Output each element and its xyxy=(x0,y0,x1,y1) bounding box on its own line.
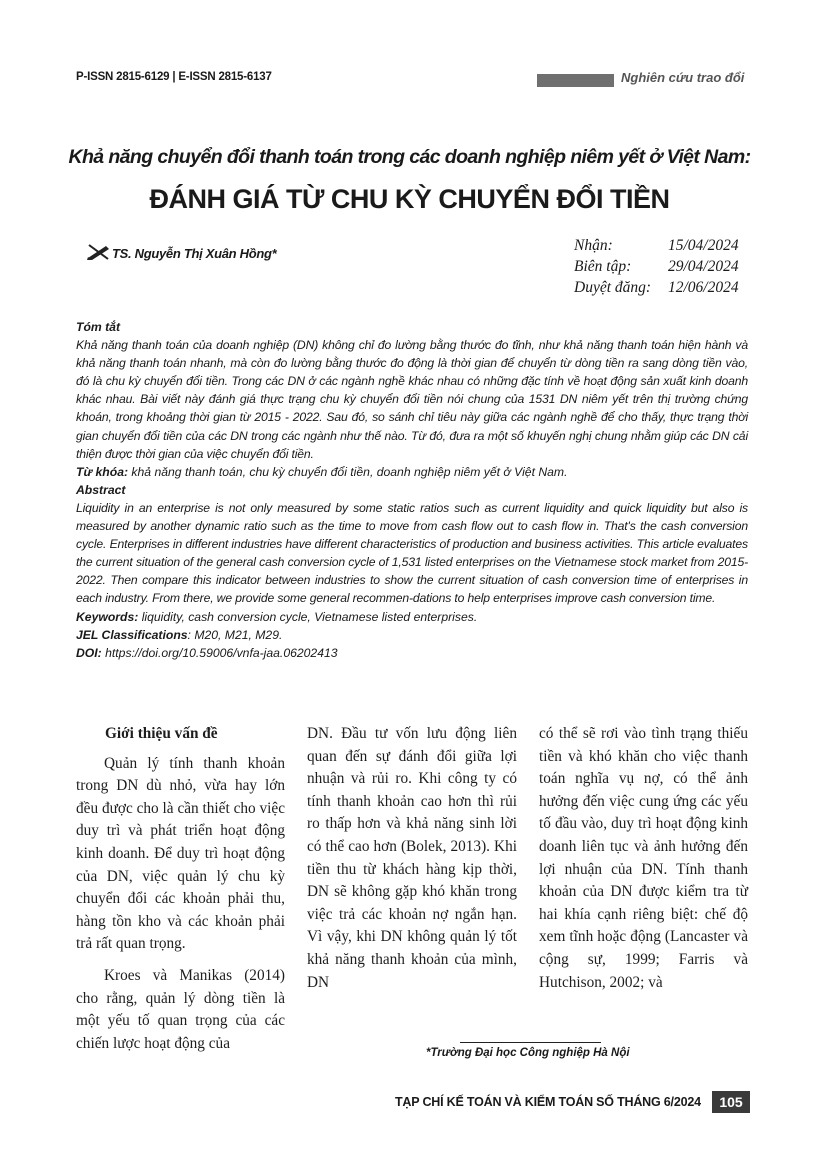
body-column-2 xyxy=(307,723,517,994)
section-label: Nghiên cứu trao đổi xyxy=(621,70,745,85)
section-heading: Giới thiệu vấn đề xyxy=(105,725,218,742)
paragraph: Kroes và Manikas (2014) cho rằng, quản lý dòng tiền là một yếu tố quan trọng của các chiến lược hoạt động của xyxy=(76,966,285,1052)
doi-line: DOI: https://doi.org/10.59006/vnfa-jaa.06202413 xyxy=(76,645,338,660)
paragraph: có thể sẽ rơi vào tình trạng thiếu tiền và khó khăn cho việc thanh toán nghĩa vụ nợ, có thể ảnh hưởng đến việc cung ứng các yếu tố đầu vào, duy trì hoạt động kinh doanh liên tục và ảnh hưởng đến lợi nhuận của DN. Tính thanh khoản của DN được kiểm tra từ hai khía cạnh riêng biệt: chế độ xem tĩnh hoặc động (Lancaster và cộng sự, 1999; Farris và Hutchison, 2002; và xyxy=(539,725,748,991)
date-edited: Biên tập: 29/04/2024 xyxy=(574,258,739,275)
keywords-vi: Từ khóa: khả năng thanh toán, chu kỳ chuyển đổi tiền, doanh nghiệp niêm yết ở Việt Nam. xyxy=(76,464,568,479)
article-title-line2: ĐÁNH GIÁ TỪ CHU KỲ CHUYỂN ĐỔI TIỀN xyxy=(149,184,670,214)
date-received: Nhận: 15/04/2024 xyxy=(574,237,739,254)
journal-footer: TẠP CHÍ KẾ TOÁN VÀ KIỂM TOÁN SỐ THÁNG 6/2024 xyxy=(395,1095,701,1109)
abstract-en-text: Liquidity in an enterprise is not only measured by some static ratios such as current liquidity and quick liquidity but also is measured by another dynamic ratio such as the time to move from cash flow out to cash flow in. That's the cash conversion cycle. Enterprises in different industries have different characteristics of production and business activities. This article evaluates the current situation of the general cash conversion cycle of 1,531 listed enterprises on the Vietnamese stock market from 2015-2022. Then compare this indicator between industries to show the current situation of cash conversion time of enterprises in each industry. From there, we provide some general recommen-dations to help enterprises improve cash conversion time. xyxy=(76,500,748,606)
doi-link[interactable]: https://doi.org/10.59006/vnfa-jaa.06202413 xyxy=(101,645,338,660)
jel-classifications: JEL Classifications: M20, M21, M29. xyxy=(76,627,283,642)
keywords-en: Keywords: liquidity, cash conversion cycle, Vietnamese listed enterprises. xyxy=(76,609,478,624)
abstract-vi-text: Khả năng thanh toán của doanh nghiệp (DN) không chỉ đo lường bằng thước đo tĩnh, như khả năng thanh toán hiện hành và khả năng thanh toán nhanh, mà còn đo lường bằng thước đo động là thời gian để chuyển từ dòng tiền ra sang dòng tiền vào, đó là chu kỳ chuyển đổi tiền. Trong các DN ở các ngành nghề khác nhau có những đặc tính về hoạt động sản xuất kinh doanh khác nhau. Bài viết này đánh giá thực trạng chu kỳ chuyển đổi tiền nói chung của 1531 DN niêm yết trên thị trường chứng khoán, trong khoảng thời gian từ 2015 - 2022. Sau đó, so sánh chỉ tiêu này giữa các ngành nghề để cho thấy, thực trạng thời gian chuyển đổi tiền của các DN trong các ngành như thế nào. Từ đó, đưa ra một số khuyến nghị chung nhằm giúp các DN cải thiện được thời gian của việc chuyển đổi tiền. xyxy=(76,338,748,461)
abstract-vi-heading: Tóm tắt xyxy=(76,320,121,334)
header-bar xyxy=(537,74,614,87)
date-approved: Duyệt đăng: 12/06/2024 xyxy=(574,279,739,296)
issn-line: P-ISSN 2815-6129 | E-ISSN 2815-6137 xyxy=(76,71,272,83)
pen-icon xyxy=(86,243,110,261)
article-title-line1: Khả năng chuyển đổi thanh toán trong các doanh nghiệp niêm yết ở Việt Nam: xyxy=(68,146,751,168)
dates-block xyxy=(574,235,739,298)
body-column-3 xyxy=(539,723,748,994)
paragraph: DN. Đầu tư vốn lưu động liên quan đến sự đánh đổi giữa lợi nhuận và rủi ro. Khi công ty có tính thanh khoản cao hơn thì rủi ro thấp hơn và khả năng sinh lời có thể cao hơn (Bolek, 2013). Khi tiền thu từ khách hàng kịp thời, DN sẽ không gặp khó khăn trong việc trả các khoản nợ ngắn hạn. Vì vậy, khi DN không quản lý tốt khả năng thanh khoản của mình, DN xyxy=(307,725,517,991)
abstract-block xyxy=(76,318,748,662)
abstract-en-heading: Abstract xyxy=(76,482,126,497)
body-column-1 xyxy=(76,723,285,1055)
footnote-rule xyxy=(460,1042,601,1043)
footnote: *Trường Đại học Công nghiệp Hà Nội xyxy=(426,1047,630,1059)
author-name: TS. Nguyễn Thị Xuân Hồng* xyxy=(112,246,277,261)
paragraph: Quản lý tính thanh khoản trong DN dù nhỏ, vừa hay lớn đều được cho là cần thiết cho việc duy trì và phát triển hoạt động kinh doanh. Để duy trì hoạt động của DN, việc quản lý chu kỳ chuyển đổi các khoản phải thu, hàng tồn kho và các khoản phải trả rất quan trọng. xyxy=(76,754,285,953)
page-number: 105 xyxy=(712,1091,750,1113)
